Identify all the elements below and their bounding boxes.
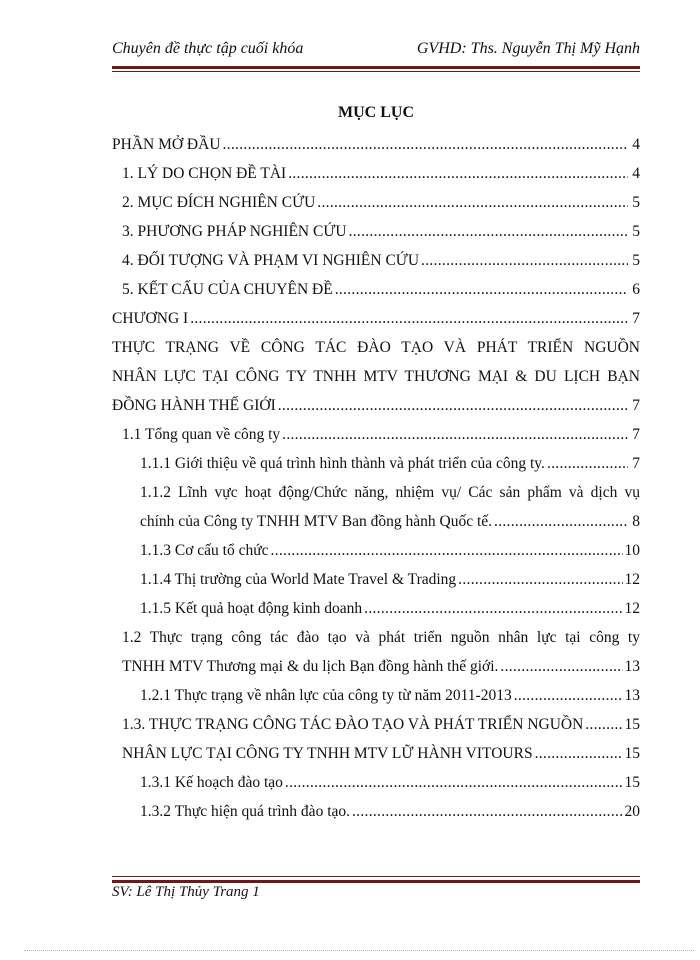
toc-page-number: 12 [624, 600, 640, 617]
toc-leader-dots [288, 159, 628, 188]
toc-leader-dots [285, 768, 623, 797]
toc-entry[interactable] [112, 536, 640, 565]
toc-page-number: 4 [632, 136, 640, 153]
toc-entry-label: NHÂN LỰC TẠI CÔNG TY TNHH MTV LỮ HÀNH VITOURS [122, 745, 533, 762]
toc-entry-label: 1.2.1 Thực trạng về nhân lực của công ty từ năm 2011-2013 [140, 687, 512, 704]
toc-entry[interactable] [112, 159, 640, 188]
toc-entry-label: 1.3.1 Kế hoạch đào tạo [140, 774, 283, 791]
toc-entry[interactable] [112, 246, 640, 275]
toc-entry[interactable] [112, 275, 640, 304]
toc-entry[interactable] [112, 217, 640, 246]
toc-leader-dots [278, 391, 628, 420]
toc-entry-label: 1.1.4 Thị trường của World Mate Travel & Trading [140, 571, 457, 588]
toc-entry[interactable] [112, 739, 640, 768]
toc-entry[interactable] [112, 594, 640, 623]
header-course-title: Chuyên đề thực tập cuối khóa [112, 40, 304, 57]
toc-title: MỤC LỤC [338, 104, 414, 121]
header-advisor: GVHD: Ths. Nguyễn Thị Mỹ Hạnh [416, 40, 640, 57]
page-footer-student: SV: Lê Thị Thủy Trang 1 [112, 884, 260, 900]
toc-entry-label: chính của Công ty TNHH MTV Ban đồng hành Quốc tế. [140, 513, 493, 530]
toc-leader-dots [500, 652, 622, 681]
toc-leader-dots [271, 536, 623, 565]
header-rule-thick [112, 66, 640, 69]
toc-entry-label: 4. ĐỐI TƯỢNG VÀ PHẠM VI NGHIÊN CỨU [122, 252, 420, 269]
toc-leader-dots [514, 681, 623, 710]
toc-page-number: 15 [624, 774, 640, 791]
toc-entry-label: 1.1.3 Cơ cấu tổ chức [140, 542, 269, 559]
toc-page-number: 15 [624, 716, 640, 733]
toc-leader-dots [335, 275, 628, 304]
toc-entry[interactable] [112, 565, 640, 594]
toc-page-number: 7 [632, 310, 640, 327]
toc-page-number: 13 [624, 658, 640, 675]
toc-leader-dots [349, 217, 628, 246]
toc-page-number: 15 [624, 745, 640, 762]
page-header [112, 40, 640, 64]
toc-leader-dots [421, 246, 628, 275]
toc-entry[interactable] [112, 652, 640, 681]
toc-entry[interactable] [112, 681, 640, 710]
toc-leader-dots [317, 188, 628, 217]
toc-entry-multiline[interactable] [112, 623, 640, 652]
toc-entry[interactable] [112, 130, 640, 159]
toc-entry-label-line: 1.2 Thực trạng công tác đào tạo và phát triển nguồn nhân lực tại công ty [122, 629, 640, 646]
toc-entry-multiline[interactable] [112, 333, 640, 391]
footer-rule-thick [112, 880, 640, 883]
footer-rule-thin [112, 876, 640, 877]
toc-entry-label: 1.1 Tổng quan về công ty [122, 426, 281, 443]
toc-leader-dots [223, 130, 628, 159]
toc-entry-label: 5. KẾT CẤU CỦA CHUYÊN ĐỀ [122, 281, 333, 298]
toc-page-number: 12 [624, 571, 640, 588]
toc-entry[interactable] [112, 507, 640, 536]
toc-entry[interactable] [112, 449, 640, 478]
toc-leader-dots [364, 594, 622, 623]
toc-entry-label-line: 1.1.2 Lĩnh vực hoạt động/Chức năng, nhiệm vụ/ Các sản phẩm và dịch vụ [140, 484, 640, 501]
toc-page-number: 20 [624, 803, 640, 820]
toc-entry[interactable] [112, 797, 640, 826]
toc-page-number: 7 [632, 455, 640, 472]
page-edge-divider [24, 950, 694, 951]
toc-leader-dots [190, 304, 628, 333]
toc-page-number: 4 [632, 165, 640, 182]
toc-leader-dots [352, 797, 623, 826]
toc-page-number: 13 [624, 687, 640, 704]
toc-entry-label-line: THỰC TRẠNG VỀ CÔNG TÁC ĐÀO TẠO VÀ PHÁT TRIỂN NGUỒN [112, 339, 640, 356]
toc-entry-label: 1. LÝ DO CHỌN ĐỀ TÀI [122, 165, 287, 182]
toc-page-number: 10 [624, 542, 640, 559]
toc-entry[interactable] [112, 768, 640, 797]
toc-entry-label: 1.3. THỰC TRẠNG CÔNG TÁC ĐÀO TẠO VÀ PHÁT TRIỂN NGUỒN [122, 716, 584, 733]
toc-entry[interactable] [112, 710, 640, 739]
toc-entry-label: 1.1.1 Giới thiệu về quá trình hình thành và phát triển của công ty. [140, 455, 545, 472]
toc-page-number: 5 [632, 223, 640, 240]
toc-page-number: 6 [632, 281, 640, 298]
toc-page-number: 7 [632, 426, 640, 443]
toc-entry-label: 1.3.2 Thực hiện quá trình đào tạo. [140, 803, 350, 820]
toc-entry-label: TNHH MTV Thương mại & du lịch Bạn đồng hành thế giới. [122, 658, 499, 675]
toc-entry[interactable] [112, 420, 640, 449]
toc-page-number: 5 [632, 194, 640, 211]
toc-entry-label: ĐỒNG HÀNH THẾ GIỚI [112, 397, 276, 414]
toc-leader-dots [535, 739, 623, 768]
toc-entry-label: 2. MỤC ĐÍCH NGHIÊN CỨU [122, 194, 316, 211]
toc-page-number: 5 [632, 252, 640, 269]
toc-entry-multiline[interactable] [112, 478, 640, 507]
toc-entry-label: CHƯƠNG I [112, 310, 189, 327]
toc-leader-dots [547, 449, 628, 478]
toc-entry-label: 1.1.5 Kết quả hoạt động kinh doanh [140, 600, 363, 617]
toc-entry-label: PHẦN MỞ ĐẦU [112, 136, 221, 153]
toc-entry[interactable] [112, 188, 640, 217]
toc-leader-dots [585, 710, 622, 739]
toc-leader-dots [494, 507, 628, 536]
toc-entry-label-line: NHÂN LỰC TẠI CÔNG TY TNHH MTV THƯƠNG MẠI & DU LỊCH BẠN [112, 368, 640, 385]
toc-leader-dots [282, 420, 628, 449]
toc-entry-label: 3. PHƯƠNG PHÁP NGHIÊN CỨU [122, 223, 347, 240]
toc-entry[interactable] [112, 391, 640, 420]
header-rule-thin [112, 71, 640, 72]
toc-page-number: 7 [632, 397, 640, 414]
table-of-contents [112, 130, 640, 826]
toc-entry[interactable] [112, 304, 640, 333]
toc-leader-dots [458, 565, 622, 594]
toc-page-number: 8 [632, 513, 640, 530]
